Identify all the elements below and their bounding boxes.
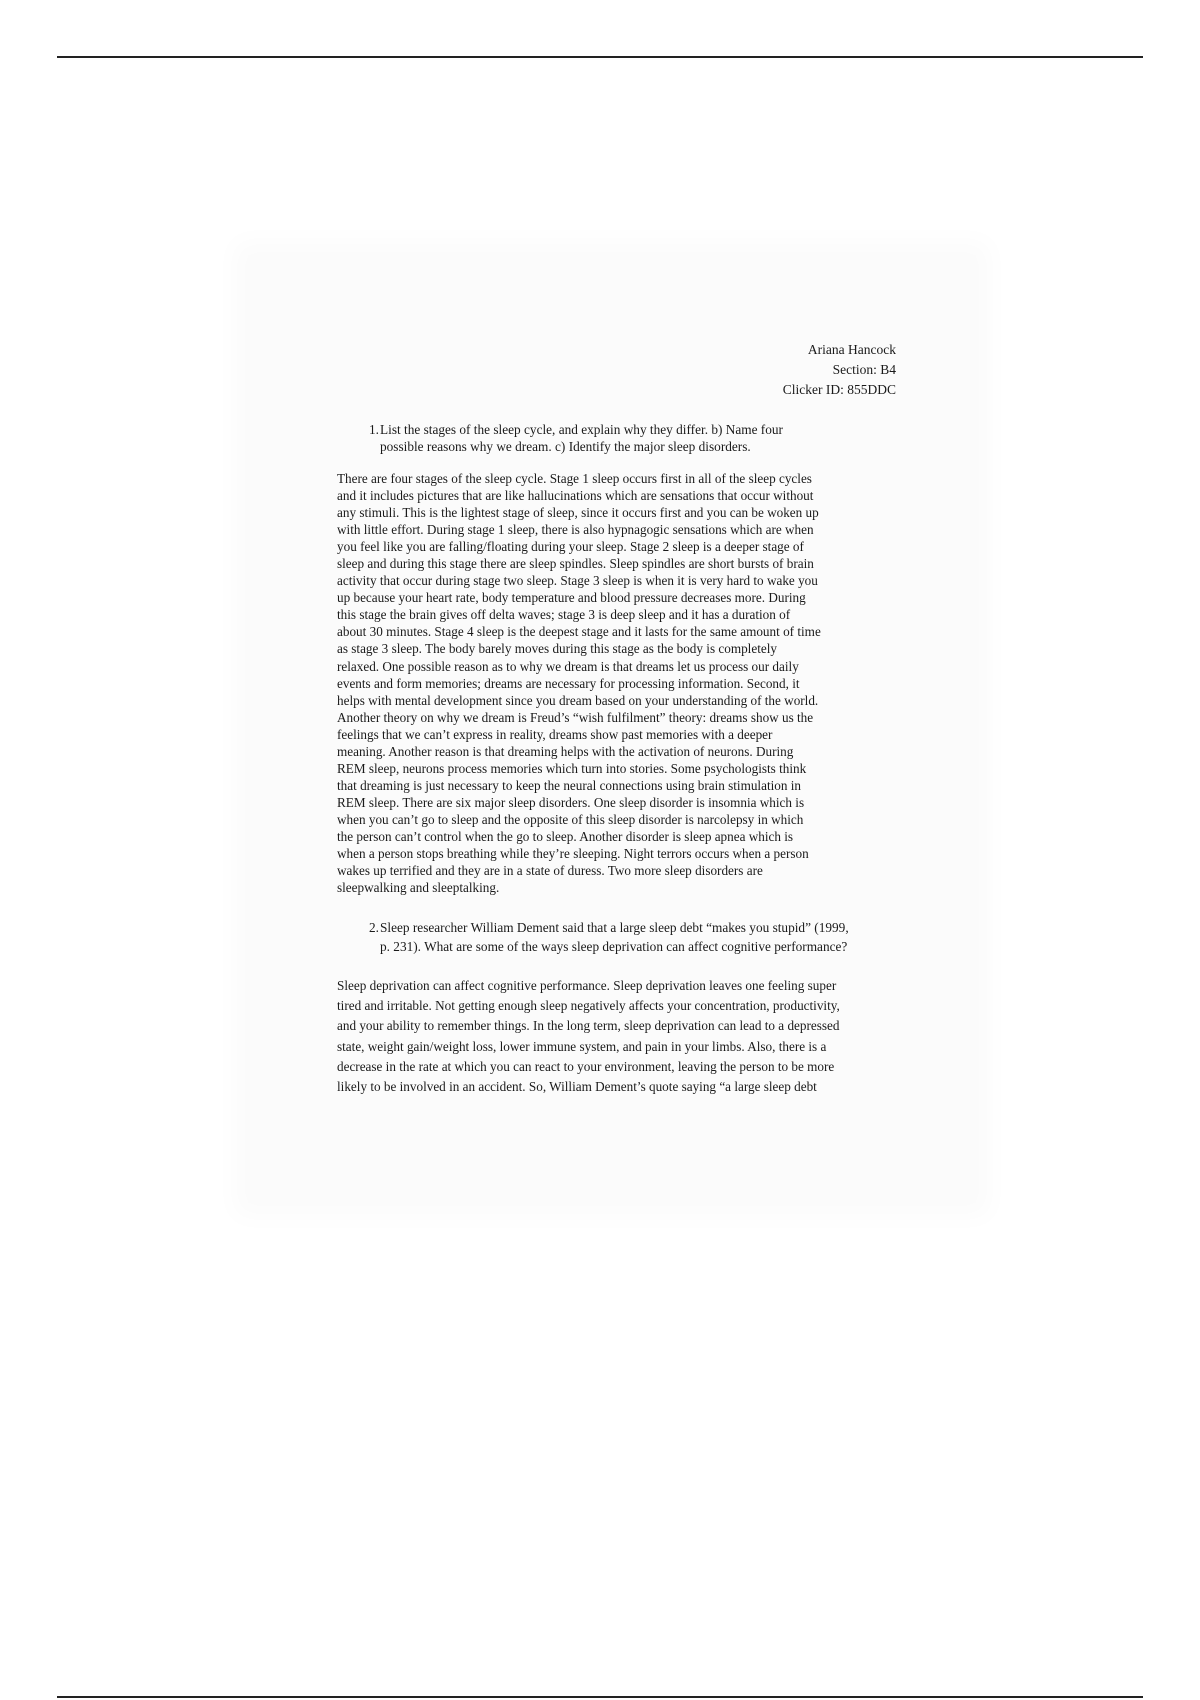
answer-line: sleep and during this stage there are sleep spindles. Sleep spindles are short bursts of brain (337, 556, 814, 572)
answer-line: with little effort. During stage 1 sleep, there is also hypnagogic sensations which are when (337, 522, 814, 538)
answer-line: Sleep deprivation can affect cognitive performance. Sleep deprivation leaves one feeling super (337, 978, 837, 993)
answer-line: tired and irritable. Not getting enough sleep negatively affects your concentration, productivity, (337, 998, 840, 1014)
answer-line: wakes up terrified and they are in a state of duress. Two more sleep disorders are (337, 863, 763, 879)
question-line: Sleep researcher William Dement said that a large sleep debt “makes you stupid” (1999, (380, 920, 849, 935)
answer-line: state, weight gain/weight loss, lower immune system, and pain in your limbs. Also, there is a (337, 1038, 827, 1054)
question-line: List the stages of the sleep cycle, and explain why they differ. b) Name four (380, 422, 783, 437)
student-section: Section: B4 (832, 362, 896, 377)
clicker-id: Clicker ID: 855DDC (782, 382, 896, 397)
question-number: 2. (369, 920, 379, 935)
answer-line: activity that occur during stage two sleep. Stage 3 sleep is when it is very hard to wake you (337, 573, 818, 589)
answer-line: feelings that we can’t express in reality, dreams show past memories with a deeper (337, 726, 773, 742)
answer-line: any stimuli. This is the lightest stage of sleep, since it occurs first and you can be woken up (337, 505, 819, 521)
answer-line: about 30 minutes. Stage 4 sleep is the deepest stage and it lasts for the same amount of time (337, 624, 821, 640)
answer-line: decrease in the rate at which you can react to your environment, leaving the person to be more (337, 1058, 835, 1074)
answer-line: and it includes pictures that are like hallucinations which are sensations that occur without (337, 488, 814, 504)
bottom-rule (57, 1696, 1143, 1698)
answer-line: meaning. Another reason is that dreaming helps with the activation of neurons. During (337, 743, 794, 759)
answer-line: the person can’t control when the go to sleep. Another disorder is sleep apnea which is (337, 828, 794, 844)
answer-line: when you can’t go to sleep and the opposite of this sleep disorder is narcolepsy in which (337, 811, 804, 827)
answer-line: REM sleep, neurons process memories which turn into stories. Some psychologists think (337, 760, 807, 776)
student-header (783, 340, 896, 400)
answer-line: likely to be involved in an accident. So, William Dement’s quote saying “a large sleep debt (337, 1079, 817, 1095)
answer-2 (337, 976, 840, 1097)
answer-line: when a person stops breathing while they’re sleeping. Night terrors occurs when a person (337, 846, 809, 862)
answer-line: helps with mental development since you dream based on your understanding of the world. (337, 692, 819, 708)
answer-line: this stage the brain gives off delta waves; stage 3 is deep sleep and it has a duration of (337, 607, 791, 623)
question-line: possible reasons why we dream. c) Identify the major sleep disorders. (380, 439, 751, 454)
answer-line: and your ability to remember things. In the long term, sleep deprivation can lead to a depressed (337, 1018, 840, 1034)
answer-line: events and form memories; dreams are necessary for processing information. Second, it (337, 675, 800, 691)
student-name: Ariana Hancock (807, 342, 896, 357)
question-number: 1. (369, 422, 379, 437)
answer-line: sleepwalking and sleeptalking. (337, 880, 500, 896)
question-line: p. 231). What are some of the ways sleep deprivation can affect cognitive performance? (380, 939, 848, 954)
answer-line: REM sleep. There are six major sleep disorders. One sleep disorder is insomnia which is (337, 794, 805, 810)
answer-line: There are four stages of the sleep cycle. Stage 1 sleep occurs first in all of the sleep cycles (337, 471, 812, 486)
answer-line: as stage 3 sleep. The body barely moves during this stage as the body is completely (337, 641, 777, 657)
answer-1 (337, 470, 821, 896)
answer-line: Another theory on why we dream is Freud’s “wish fulfilment” theory: dreams show us the (337, 709, 814, 725)
answer-line: up because your heart rate, body temperature and blood pressure decreases more. During (337, 590, 806, 606)
answer-line: that dreaming is just necessary to keep the neural connections using brain stimulation in (337, 777, 802, 793)
question-1 (357, 421, 877, 455)
top-rule (57, 56, 1143, 58)
answer-line: relaxed. One possible reason as to why we dream is that dreams let us process our daily (337, 658, 799, 674)
answer-line: you feel like you are falling/floating during your sleep. Stage 2 sleep is a deeper stage of (337, 539, 804, 555)
question-2 (357, 918, 897, 956)
